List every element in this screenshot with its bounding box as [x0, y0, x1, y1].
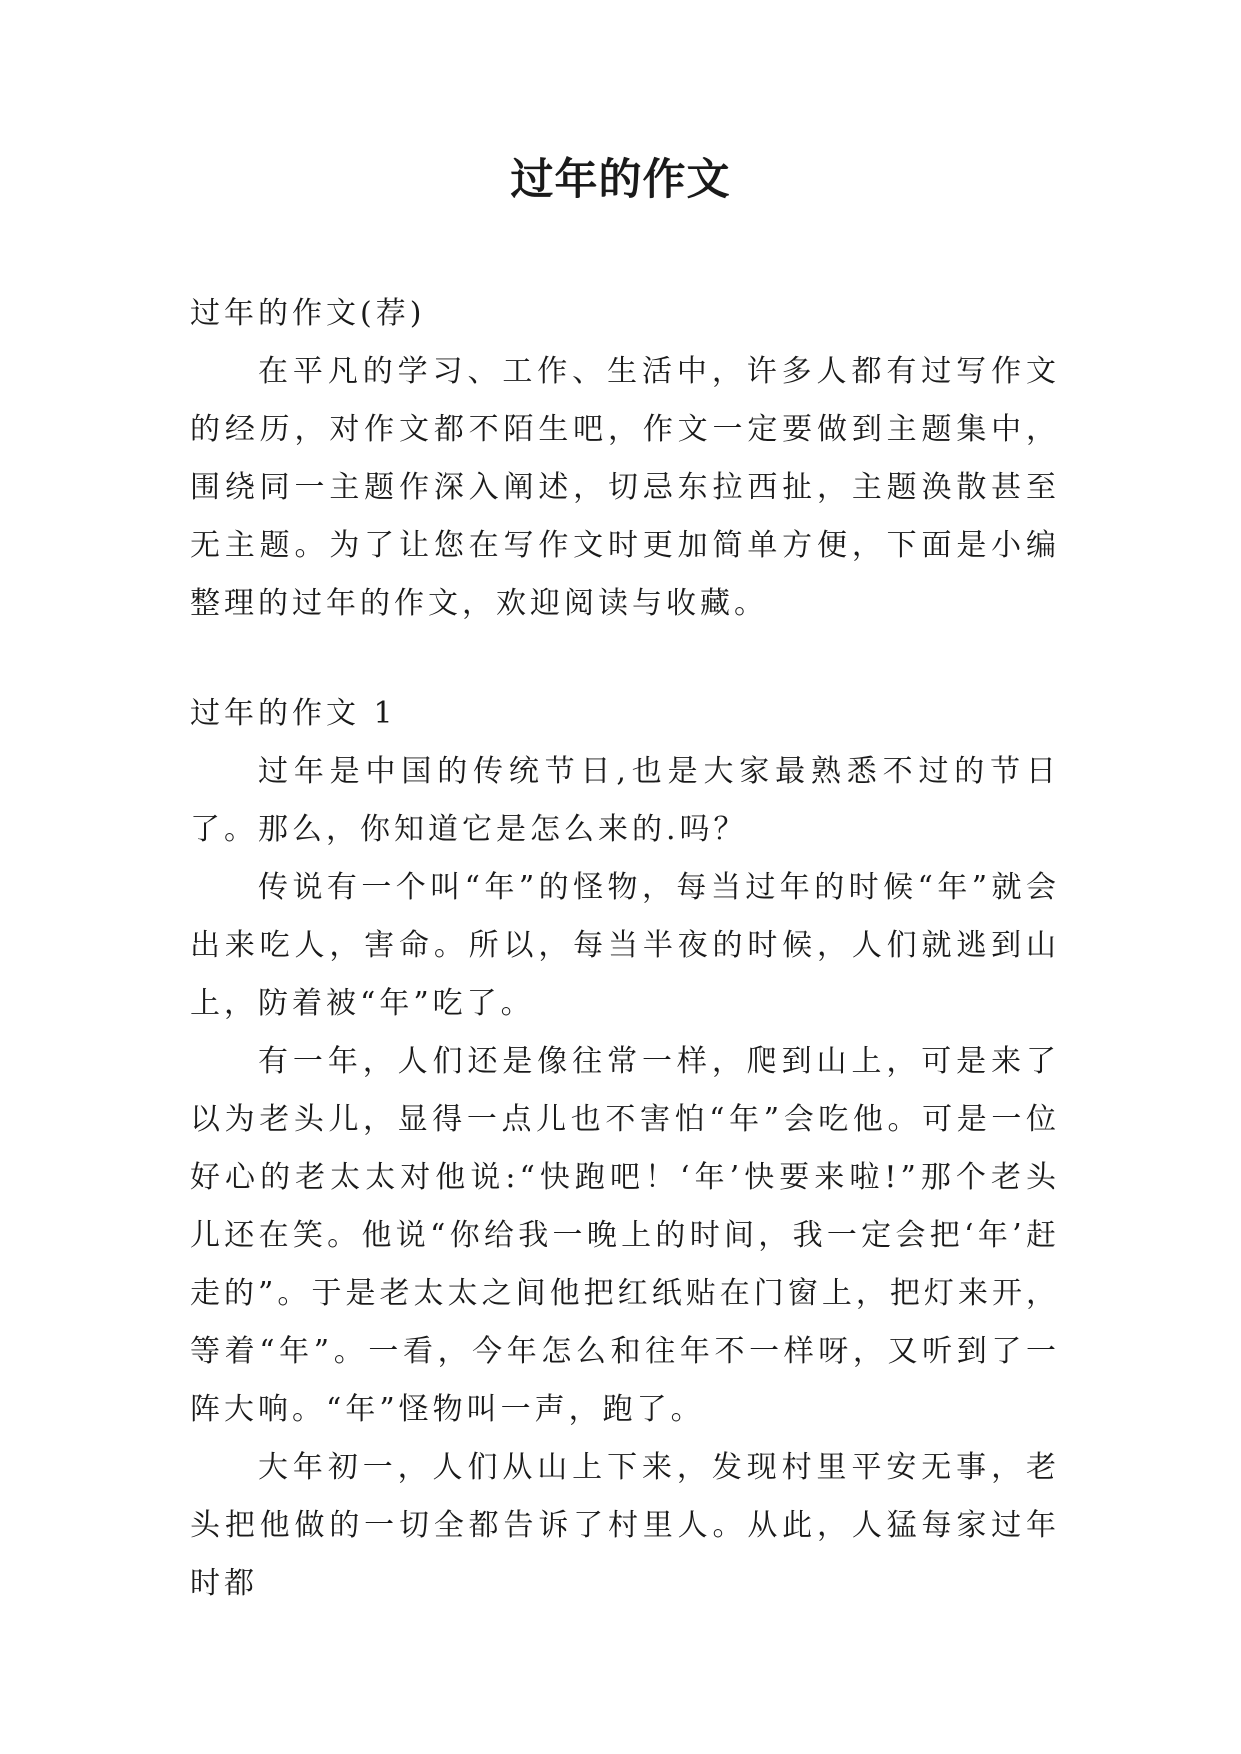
section-spacer [190, 633, 1060, 685]
document-title: 过年的作文 [510, 155, 731, 205]
paragraph-3: 有一年，人们还是像往常一样，爬到山上，可是来了以为老头儿，显得一点儿也不害怕“年”会吃他。可是一位好心的老太太对他说:“快跑吧！‘年’快要来啦!”那个老头儿还在笑。他说“你给我一晚上的时间，我一定会把‘年’赶走的”。于是老太太之间他把红纸贴在门窗上，把灯来开，等着“年”。一看，今年怎么和往年不一样呀，又听到了一阵大响。“年”怪物叫一声，跑了。 [190, 1044, 1060, 1427]
paragraph-4: 大年初一，人们从山上下来，发现村里平安无事，老头把他做的一切全都告诉了村里人。从此，人猛每家过年时都 [190, 1450, 1060, 1601]
paragraph-1: 过年是中国的传统节日,也是大家最熟悉不过的节日了。那么，你知道它是怎么来的.吗？ [190, 754, 1060, 847]
intro-heading: 过年的作文(荐) [190, 296, 426, 331]
intro-paragraph: 在平凡的学习、工作、生活中，许多人都有过写作文的经历，对作文都不陌生吧，作文一定要做到主题集中，围绕同一主题作深入阐述，切忌东拉西扯，主题涣散甚至无主题。为了让您在写作文时更加简单方便，下面是小编整理的过年的作文，欢迎阅读与收藏。 [190, 354, 1060, 621]
section-heading: 过年的作文 1 [190, 696, 397, 731]
document-body [190, 285, 1060, 1613]
paragraph-2: 传说有一个叫“年”的怪物，每当过年的时候“年”就会出来吃人，害命。所以，每当半夜的时候，人们就逃到山上，防着被“年”吃了。 [190, 870, 1060, 1021]
